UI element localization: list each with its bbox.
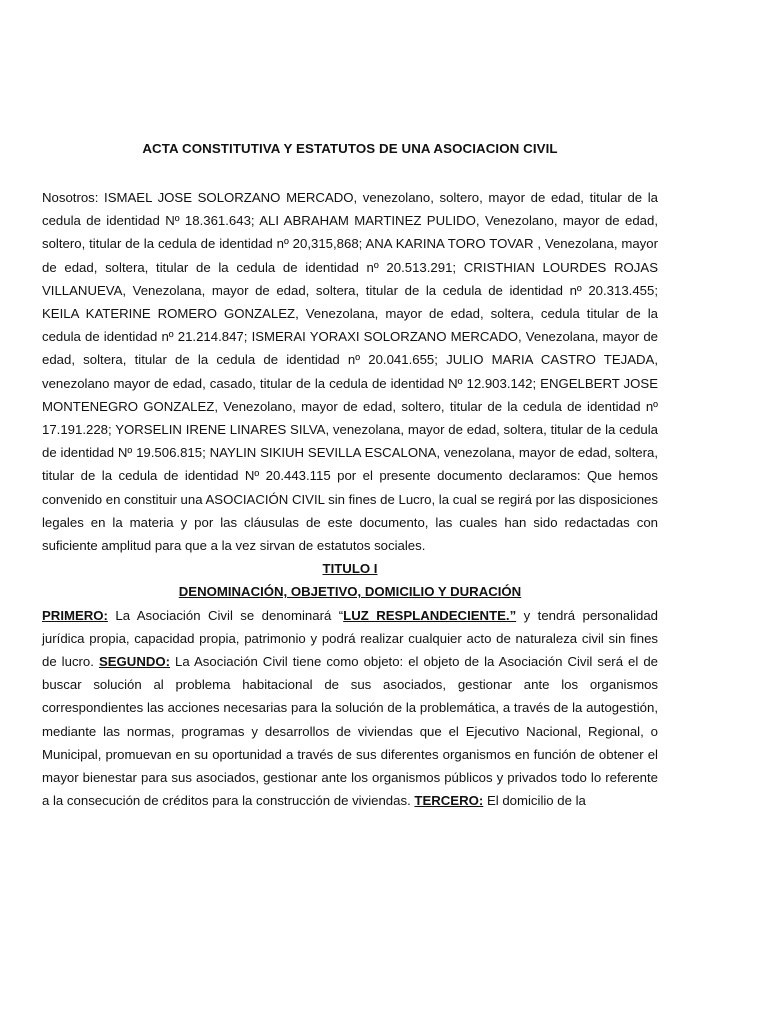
primero-text-a: La Asociación Civil se denominará “ [107, 607, 344, 623]
association-name: LUZ RESPLANDECIENTE.” [343, 607, 517, 623]
titulo-subheading: DENOMINACIÓN, OBJETIVO, DOMICILIO Y DURACIÓN [178, 584, 522, 600]
tercero-text: El domicilio de la [483, 793, 586, 809]
document-title: ACTA CONSTITUTIVA Y ESTATUTOS DE UNA ASOCIACION CIVIL [142, 141, 558, 156]
segundo-label: SEGUNDO: [98, 654, 171, 670]
clauses-paragraph [42, 604, 658, 813]
document-body [42, 186, 658, 812]
segundo-text: La Asociación Civil tiene como objeto: el objeto de la Asociación Civil será el de buscar solución al problema habitacional de sus asociados, gestionar ante los organismos correspondientes las acciones necesarias para la solución de la problemática, a través de la autogestión, mediante las normas, programas y desarrollos de viviendas que el Ejecutivo Nacional, Regional, o Municipal, promuevan en su oportunidad a través de sus diferentes organismos en función de obtener el mayor bienestar para sus asociados, gestionar ante los organismos públicos y privados todo lo referente a la consecución de créditos para la construcción de viviendas. [42, 654, 658, 809]
titulo-heading: TITULO I [322, 561, 378, 577]
tercero-label: TERCERO: [414, 793, 484, 809]
intro-paragraph: Nosotros: ISMAEL JOSE SOLORZANO MERCADO, venezolano, soltero, mayor de edad, titular de la cedula de identidad Nº 18.361.643; ALI ABRAHAM MARTINEZ PULIDO, Venezolano, mayor de edad, soltero, titular de la cedula de identidad nº 20,315,868; ANA KARINA TORO TOVAR , Venezolana, mayor de edad, soltera, titular de la cedula de identidad nº 20.513.291; CRISTHIAN LOURDES ROJAS VILLANUEVA, Venezolana, mayor de edad, soltera, titular de la cedula de identidad nº 20.313.455; KEILA KATERINE ROMERO GONZALEZ, Venezolana, mayor de edad, soltera, cedula titular de la cedula de identidad nº 21.214.847; ISMERAI YORAXI SOLORZANO MERCADO, Venezolana, mayor de edad, soltera, titular de la cedula de identidad nº 20.041.655; JULIO MARIA CASTRO TEJADA, venezolano mayor de edad, casado, titular de la cedula de identidad Nº 12.903.142; ENGELBERT JOSE MONTENEGRO GONZALEZ, Venezolano, mayor de edad, soltero, titular de la cedula de identidad nº 17.191.228; YORSELIN IRENE LINARES SILVA, venezolana, mayor de edad, soltera, titular de la cedula de identidad Nº 19.506.815; NAYLIN SIKIUH SEVILLA ESCALONA, venezolana, mayor de edad, soltera, titular de la cedula de identidad Nº 20.443.115 por el presente documento declaramos: Que hemos convenido en constituir una ASOCIACIÓN CIVIL sin fines de Lucro, la cual se regirá por las disposiciones legales en la materia y por las cláusulas de este documento, las cuales han sido redactadas con suficiente amplitud para que a la vez sirvan de estatutos sociales. [42, 190, 658, 554]
primero-text-b: y tendrá personalidad jurídica propia, capacidad propia, patrimonio y podrá realizar cualquier acto de naturaleza civil sin fines de lucro. [42, 607, 659, 670]
primero-label: PRIMERO: [42, 607, 108, 623]
